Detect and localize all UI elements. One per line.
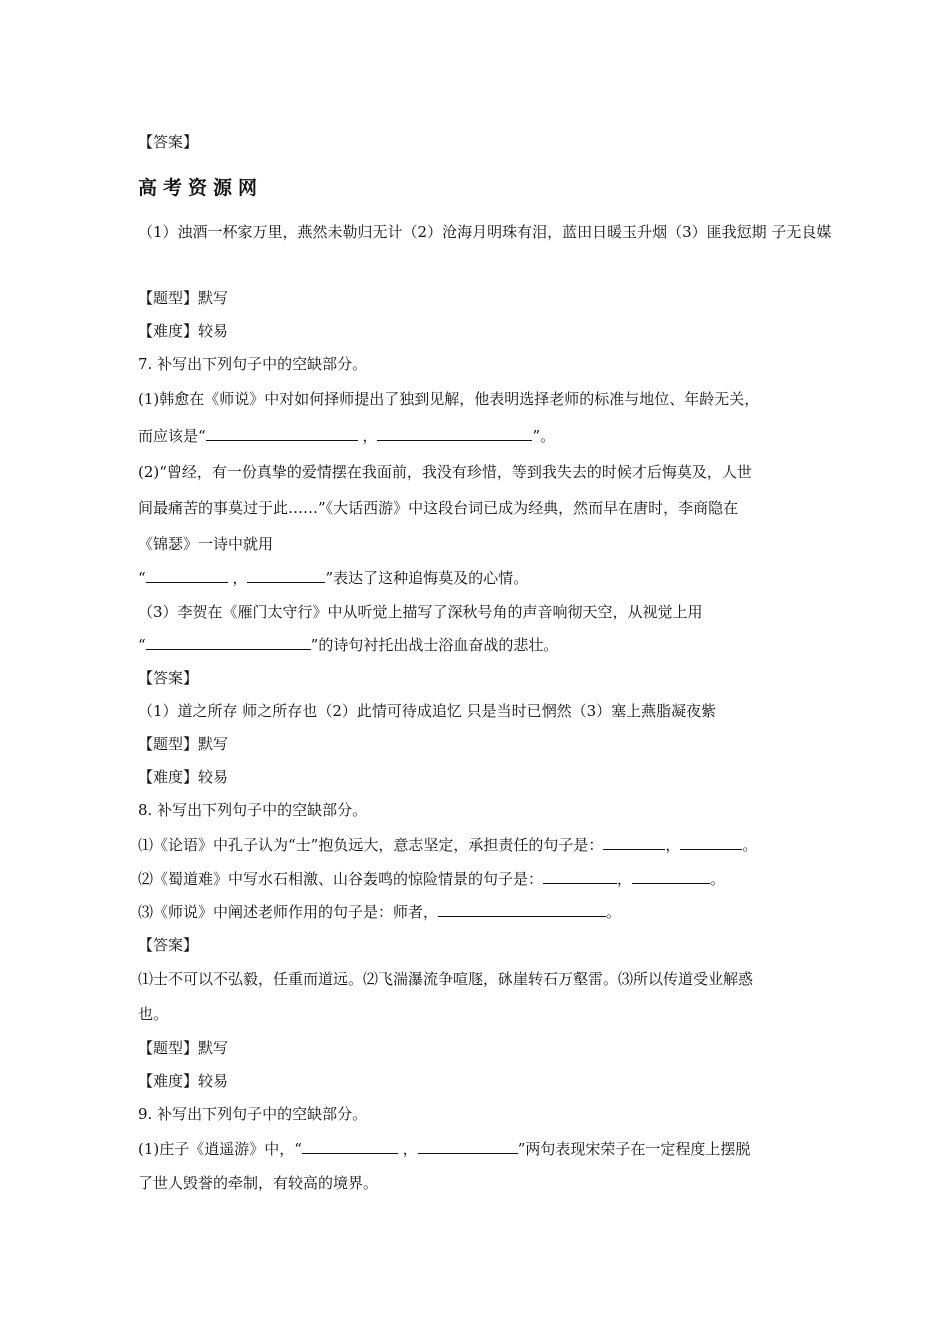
type-label-1: 【题型】默写 bbox=[138, 289, 229, 307]
q8-s2-text-b: ， bbox=[617, 870, 633, 888]
answer-text-7: （1）道之所存 师之所存也（2）此情可待成追忆 只是当时已惘然（3）塞上燕脂凝夜紫 bbox=[138, 702, 717, 720]
q9-s1-text-a: (1)庄子《逍遥游》中，“ bbox=[138, 1140, 302, 1158]
difficulty-label-7: 【难度】较易 bbox=[138, 768, 229, 786]
q7-s3-text-a: “ bbox=[138, 636, 146, 654]
q7-title: 7. 补写出下列句子中的空缺部分。 bbox=[138, 355, 368, 373]
q9-title: 9. 补写出下列句子中的空缺部分。 bbox=[138, 1105, 368, 1123]
q7-s3-line1: （3）李贺在《雁门太守行》中从听觉上描写了深秋号角的声音响彻天空，从视觉上用 bbox=[138, 603, 703, 621]
q9-s1-text-b: ， bbox=[397, 1140, 418, 1158]
fill-blank[interactable] bbox=[146, 568, 228, 583]
q8-s1-text-a: ⑴《论语》中孔子认为“士”抱负远大，意志坚定，承担责任的句子是： bbox=[138, 836, 604, 854]
q8-s3 bbox=[138, 902, 621, 922]
q8-s3-text-a: ⑶《师说》中阐述老师作用的句子是：师者， bbox=[138, 903, 439, 921]
answer-label-8: 【答案】 bbox=[138, 936, 199, 954]
q9-s1-line1 bbox=[138, 1139, 750, 1159]
fill-blank[interactable] bbox=[418, 1139, 518, 1154]
q7-s2-line2: 间最痛苦的事莫过于此……”《大话西游》中这段台词已成为经典，然而早在唐时，李商隐在 bbox=[138, 499, 739, 517]
fill-blank[interactable] bbox=[146, 635, 311, 650]
answer-label-1: 【答案】 bbox=[138, 133, 199, 151]
q7-s1-line1: (1)韩愈在《师说》中对如何择师提出了独到见解，他表明选择老师的标准与地位、年龄无关， bbox=[138, 390, 760, 408]
fill-blank[interactable] bbox=[438, 902, 606, 917]
q7-s2-text-b: ， bbox=[227, 569, 248, 587]
q8-s2-text-a: ⑵《蜀道难》中写水石相激、山谷轰鸣的惊险情景的句子是： bbox=[138, 870, 544, 888]
q8-s1 bbox=[138, 835, 757, 855]
q7-s2-line3: 《锦瑟》一诗中就用 bbox=[138, 535, 274, 553]
q8-s1-text-c: 。 bbox=[742, 836, 758, 854]
q9-s1-text-c: ”两句表现宋荣子在一定程度上摆脱 bbox=[517, 1140, 751, 1158]
answer-text-8-line1: ⑴士不可以不弘毅，任重而道远。⑵飞湍瀑流争喧豗，砯崖转石万壑雷。⑶所以传道受业解惑 bbox=[138, 970, 754, 988]
q9-s1-line2: 了世人毁誉的牵制，有较高的境界。 bbox=[138, 1174, 379, 1192]
q7-s1-text-c: ”。 bbox=[532, 427, 556, 445]
type-label-7: 【题型】默写 bbox=[138, 735, 229, 753]
answer-text-8-line2: 也。 bbox=[138, 1005, 169, 1023]
fill-blank[interactable] bbox=[377, 426, 532, 441]
q8-title: 8. 补写出下列句子中的空缺部分。 bbox=[138, 801, 368, 819]
q7-s2-line1: (2)“曾经，有一份真挚的爱情摆在我面前，我没有珍惜，等到我失去的时候才后悔莫及，人世 bbox=[138, 463, 752, 481]
fill-blank[interactable] bbox=[603, 835, 665, 850]
watermark-text: 高考资源网 bbox=[138, 177, 264, 199]
q7-s2-text-c: ”表达了这种追悔莫及的心情。 bbox=[325, 569, 529, 587]
fill-blank[interactable] bbox=[206, 426, 358, 441]
q8-s2-text-c: 。 bbox=[710, 870, 726, 888]
q7-s3-line2 bbox=[138, 635, 558, 655]
difficulty-label-8: 【难度】较易 bbox=[138, 1072, 229, 1090]
q7-s3-text-b: ”的诗句衬托出战士浴血奋战的悲壮。 bbox=[310, 636, 559, 654]
q8-s1-text-b: ， bbox=[665, 836, 681, 854]
fill-blank[interactable] bbox=[302, 1139, 398, 1154]
fill-blank[interactable] bbox=[632, 869, 710, 884]
type-label-8: 【题型】默写 bbox=[138, 1039, 229, 1057]
q7-s1-text-b: ， bbox=[357, 427, 378, 445]
q7-s2-line4 bbox=[138, 568, 528, 588]
q7-s1-text-a: 而应该是“ bbox=[138, 427, 206, 445]
fill-blank[interactable] bbox=[543, 869, 617, 884]
q7-s1-line2 bbox=[138, 426, 555, 446]
answer-text-1: （1）浊酒一杯家万里，燕然未勒归无计（2）沧海月明珠有泪，蓝田日暖玉升烟（3）匪我愆期 子无良媒 bbox=[138, 223, 832, 241]
fill-blank[interactable] bbox=[680, 835, 742, 850]
q8-s2 bbox=[138, 869, 725, 889]
answer-label-7: 【答案】 bbox=[138, 669, 199, 687]
q7-s2-text-a: “ bbox=[138, 569, 146, 587]
difficulty-label-1: 【难度】较易 bbox=[138, 322, 229, 340]
q8-s3-text-c: 。 bbox=[606, 903, 622, 921]
fill-blank[interactable] bbox=[247, 568, 325, 583]
